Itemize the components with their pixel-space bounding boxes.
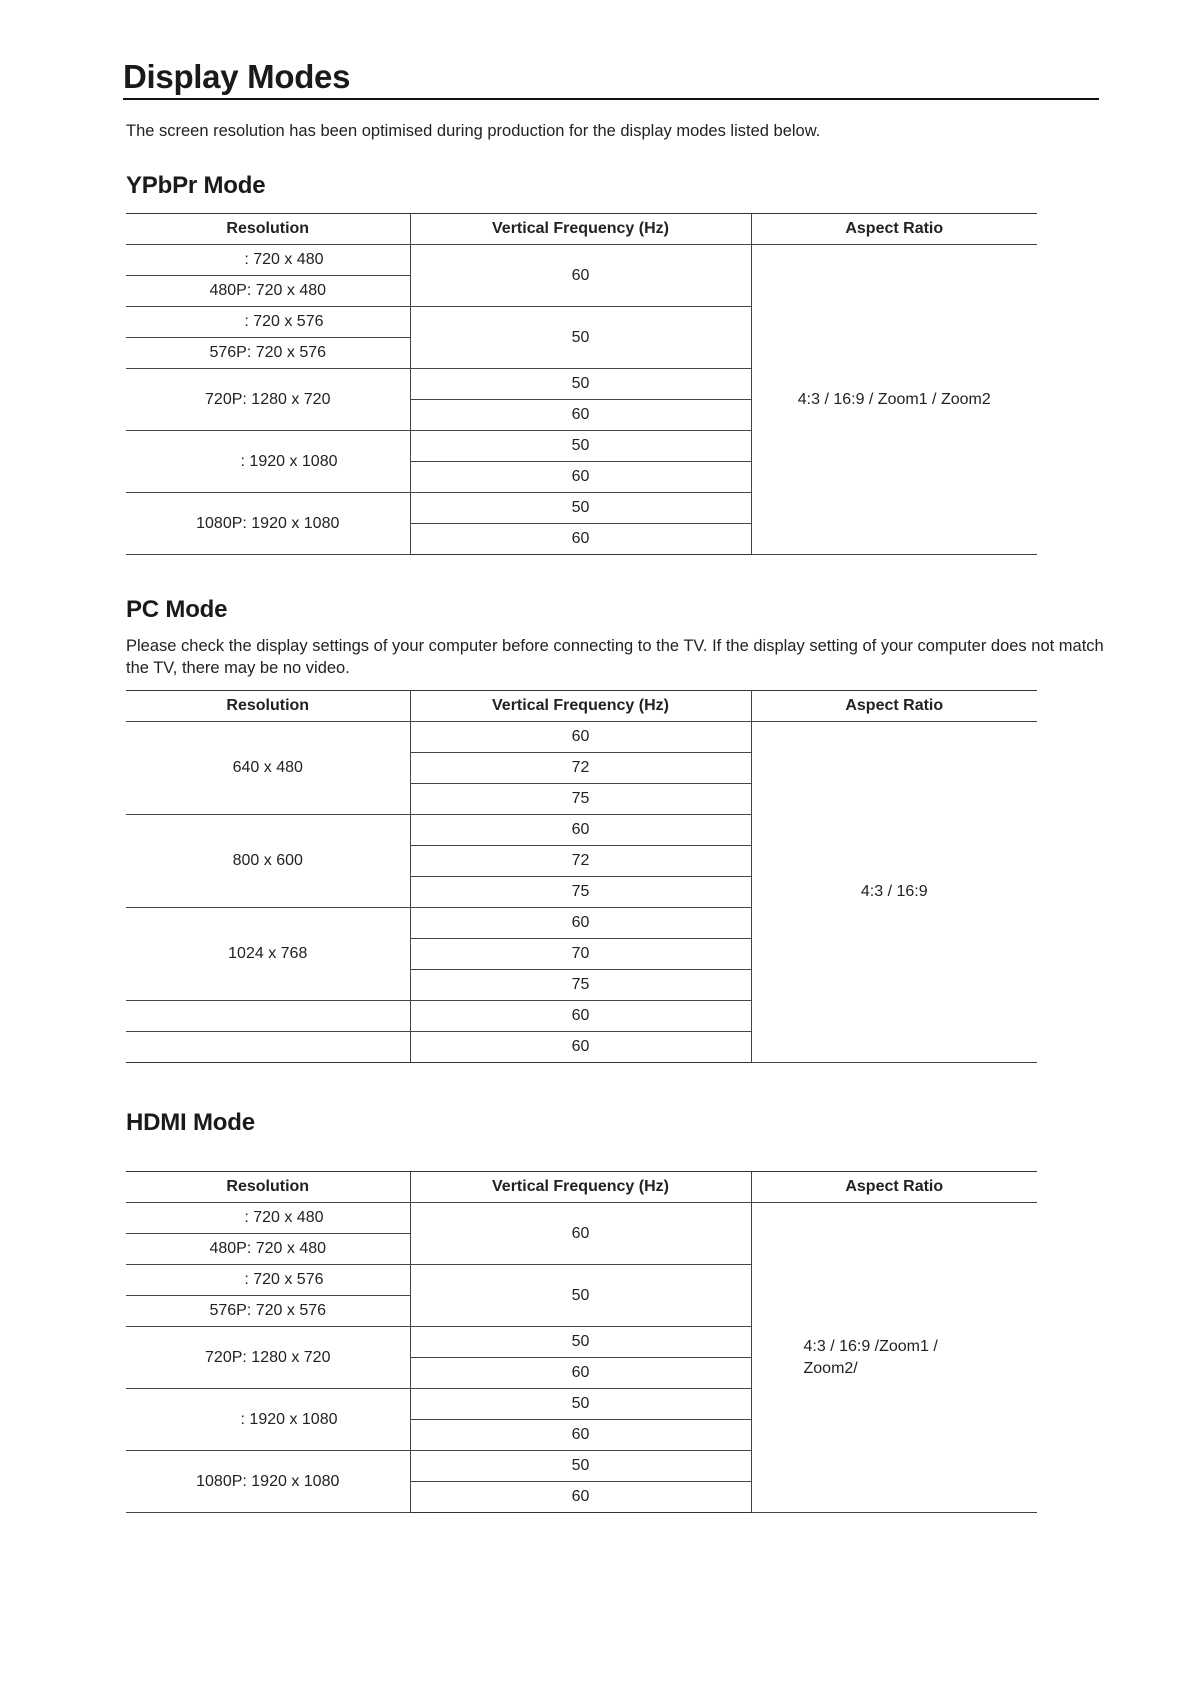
aspect-header: Aspect Ratio (751, 691, 1037, 722)
resolution-cell: 1024 x 768 (126, 908, 410, 1001)
ypbpr-title: YPbPr Mode (126, 172, 266, 199)
resolution-cell: 576P: 720 x 576 (126, 338, 410, 369)
frequency-cell: 60 (410, 245, 751, 307)
table-header-row (126, 214, 1037, 245)
frequency-cell: 60 (410, 400, 751, 431)
frequency-cell: 60 (410, 908, 751, 939)
resolution-cell: : 1920 x 1080 (126, 1389, 410, 1451)
frequency-cell: 60 (410, 1482, 751, 1513)
frequency-cell: 75 (410, 877, 751, 908)
resolution-header: Resolution (126, 1172, 410, 1203)
frequency-cell: 50 (410, 431, 751, 462)
frequency-cell: 50 (410, 1451, 751, 1482)
resolution-cell (126, 1032, 410, 1063)
frequency-cell: 60 (410, 815, 751, 846)
resolution-cell: 1080P: 1920 x 1080 (126, 1451, 410, 1513)
hdmi-table (126, 1171, 1037, 1513)
resolution-cell: 1080P: 1920 x 1080 (126, 493, 410, 555)
page-title: Display Modes (123, 58, 1099, 100)
resolution-header: Resolution (126, 691, 410, 722)
frequency-cell: 72 (410, 846, 751, 877)
resolution-cell: : 720 x 480 (126, 1203, 410, 1234)
frequency-cell: 60 (410, 1203, 751, 1265)
aspect-cell: 4:3 / 16:9 / Zoom1 / Zoom2 (751, 245, 1037, 555)
frequency-header: Vertical Frequency (Hz) (410, 691, 751, 722)
resolution-cell: : 720 x 576 (126, 307, 410, 338)
table-header-row (126, 691, 1037, 722)
table-row (126, 722, 1037, 753)
resolution-cell: 480P: 720 x 480 (126, 1234, 410, 1265)
table-row (126, 245, 1037, 276)
resolution-cell: 720P: 1280 x 720 (126, 369, 410, 431)
pc-title: PC Mode (126, 596, 228, 623)
frequency-cell: 72 (410, 753, 751, 784)
frequency-cell: 50 (410, 307, 751, 369)
frequency-cell: 50 (410, 1265, 751, 1327)
intro-text: The screen resolution has been optimised during production for the display modes listed below. (126, 122, 821, 140)
resolution-header: Resolution (126, 214, 410, 245)
resolution-cell: 640 x 480 (126, 722, 410, 815)
resolution-cell: 720P: 1280 x 720 (126, 1327, 410, 1389)
frequency-cell: 60 (410, 1032, 751, 1063)
table-header-row (126, 1172, 1037, 1203)
frequency-header: Vertical Frequency (Hz) (410, 214, 751, 245)
frequency-cell: 60 (410, 1420, 751, 1451)
pc-table (126, 690, 1037, 1063)
frequency-cell: 60 (410, 722, 751, 753)
aspect-header: Aspect Ratio (751, 1172, 1037, 1203)
frequency-cell: 60 (410, 524, 751, 555)
resolution-cell: 576P: 720 x 576 (126, 1296, 410, 1327)
frequency-cell: 60 (410, 462, 751, 493)
ypbpr-table (126, 213, 1037, 555)
table-row (126, 1203, 1037, 1234)
frequency-cell: 50 (410, 1327, 751, 1358)
frequency-cell: 50 (410, 493, 751, 524)
aspect-header: Aspect Ratio (751, 214, 1037, 245)
aspect-cell: 4:3 / 16:9 (751, 722, 1037, 1063)
pc-description: Please check the display settings of your computer before connecting to the TV. If the display setting of your computer does not match the TV, there may be no video. (126, 637, 1104, 677)
aspect-line-2: Zoom2/ (803, 1359, 858, 1377)
resolution-cell: 480P: 720 x 480 (126, 276, 410, 307)
resolution-cell (126, 1001, 410, 1032)
resolution-cell: : 1920 x 1080 (126, 431, 410, 493)
hdmi-title: HDMI Mode (126, 1109, 255, 1136)
frequency-cell: 60 (410, 1001, 751, 1032)
frequency-cell: 50 (410, 369, 751, 400)
aspect-line-1: 4:3 / 16:9 /Zoom1 / (803, 1337, 938, 1355)
frequency-header: Vertical Frequency (Hz) (410, 1172, 751, 1203)
frequency-cell: 75 (410, 784, 751, 815)
resolution-cell: : 720 x 480 (126, 245, 410, 276)
aspect-cell (751, 1203, 1037, 1513)
frequency-cell: 50 (410, 1389, 751, 1420)
frequency-cell: 60 (410, 1358, 751, 1389)
resolution-cell: 800 x 600 (126, 815, 410, 908)
frequency-cell: 70 (410, 939, 751, 970)
frequency-cell: 75 (410, 970, 751, 1001)
resolution-cell: : 720 x 576 (126, 1265, 410, 1296)
